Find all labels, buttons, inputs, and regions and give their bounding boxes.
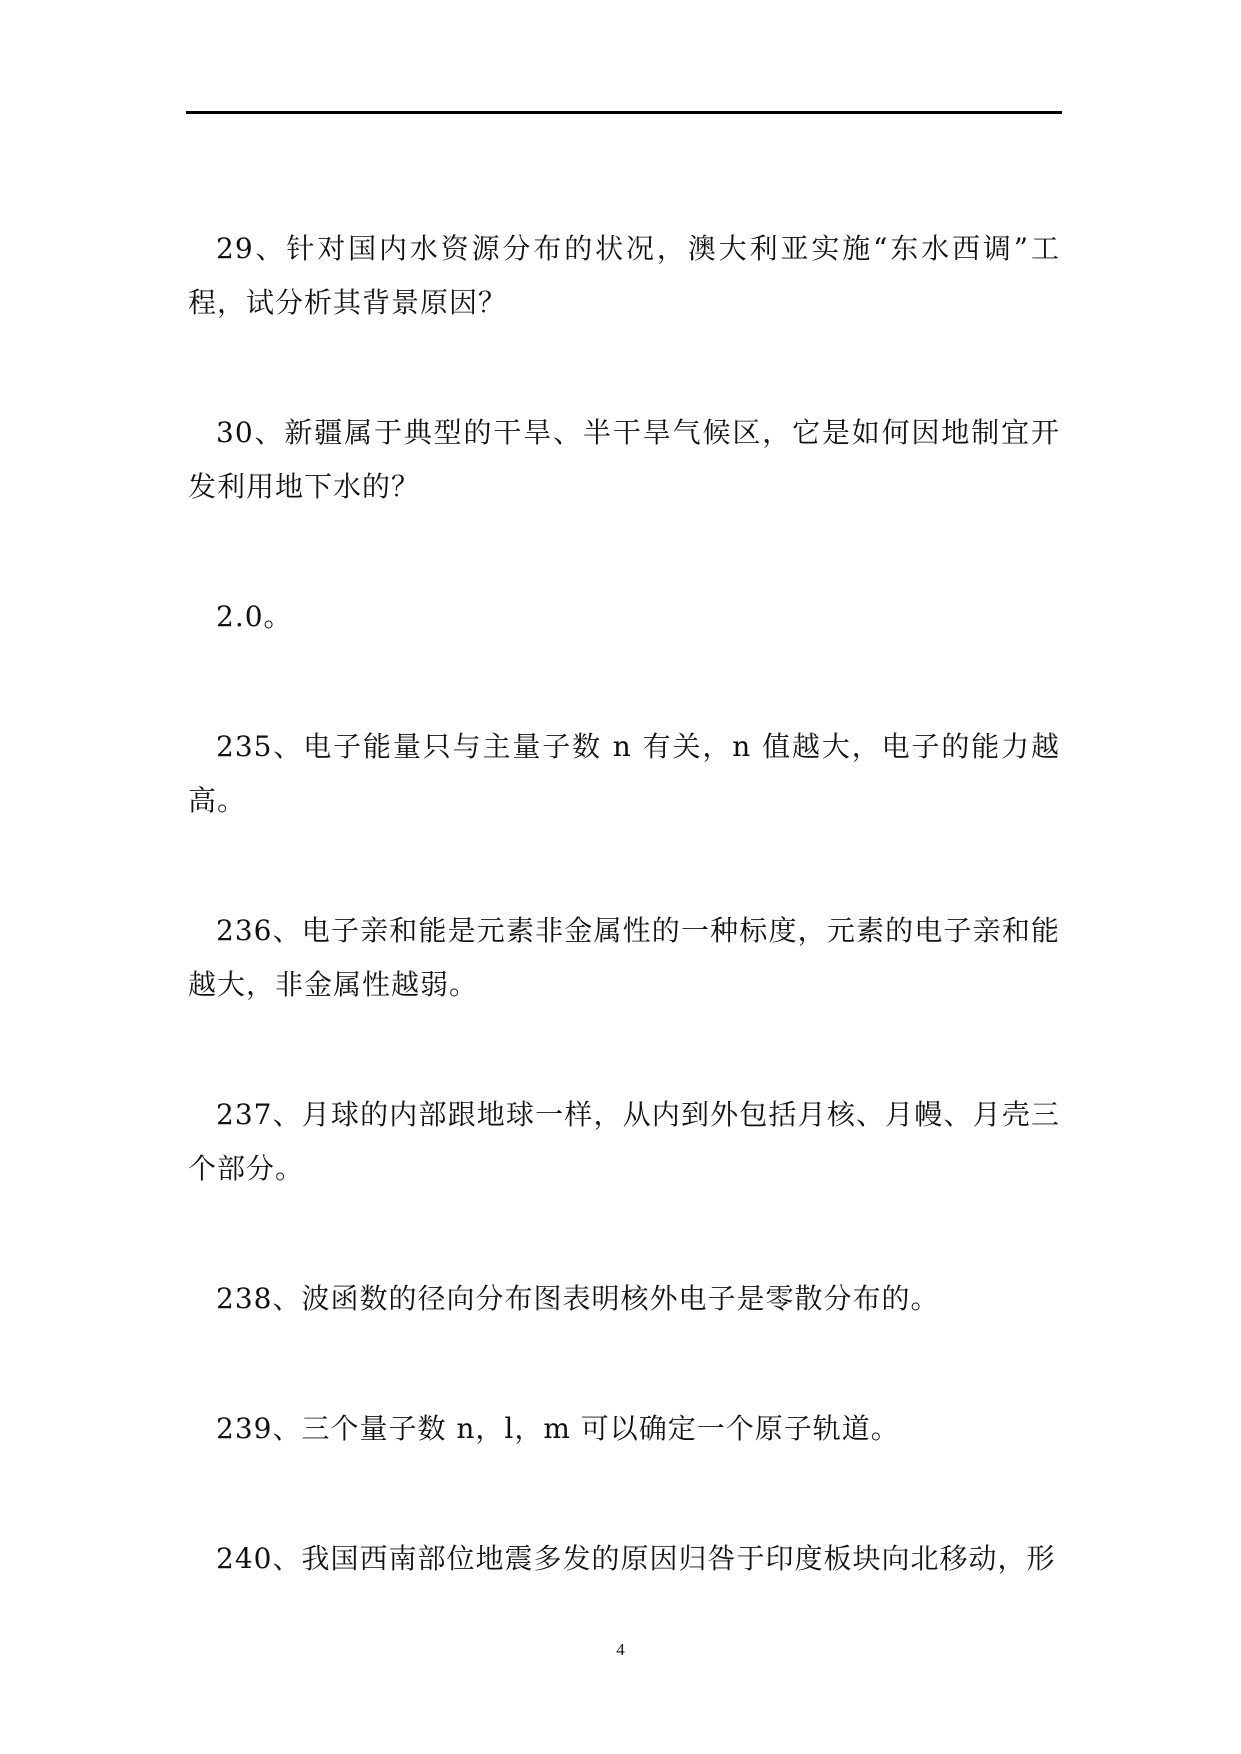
header-rule	[186, 111, 1062, 114]
paragraph-29: 29、针对国内水资源分布的状况，澳大利亚实施“东水西调”工程，试分析其背景原因？	[188, 232, 1060, 319]
paragraph-236: 236、电子亲和能是元素非金属性的一种标度，元素的电子亲和能越大，非金属性越弱。	[188, 914, 1060, 1001]
document-body	[188, 222, 1060, 1586]
paragraph-2-0: 2.0。	[216, 600, 293, 633]
paragraph-237: 237、月球的内部跟地球一样，从内到外包括月核、月幔、月壳三个部分。	[188, 1098, 1060, 1185]
page-number: 4	[616, 1640, 625, 1659]
paragraph-235: 235、电子能量只与主量子数 n 有关，n 值越大，电子的能力越高。	[188, 730, 1060, 817]
paragraph-240: 240、我国西南部位地震多发的原因归咎于印度板块向北移动，形	[216, 1542, 1056, 1575]
paragraph-238: 238、波函数的径向分布图表明核外电子是零散分布的。	[216, 1282, 940, 1315]
paragraph-30: 30、新疆属于典型的干旱、半干旱气候区，它是如何因地制宜开发利用地下水的？	[188, 416, 1060, 503]
paragraph-239: 239、三个量子数 n，l，m 可以确定一个原子轨道。	[216, 1412, 900, 1445]
